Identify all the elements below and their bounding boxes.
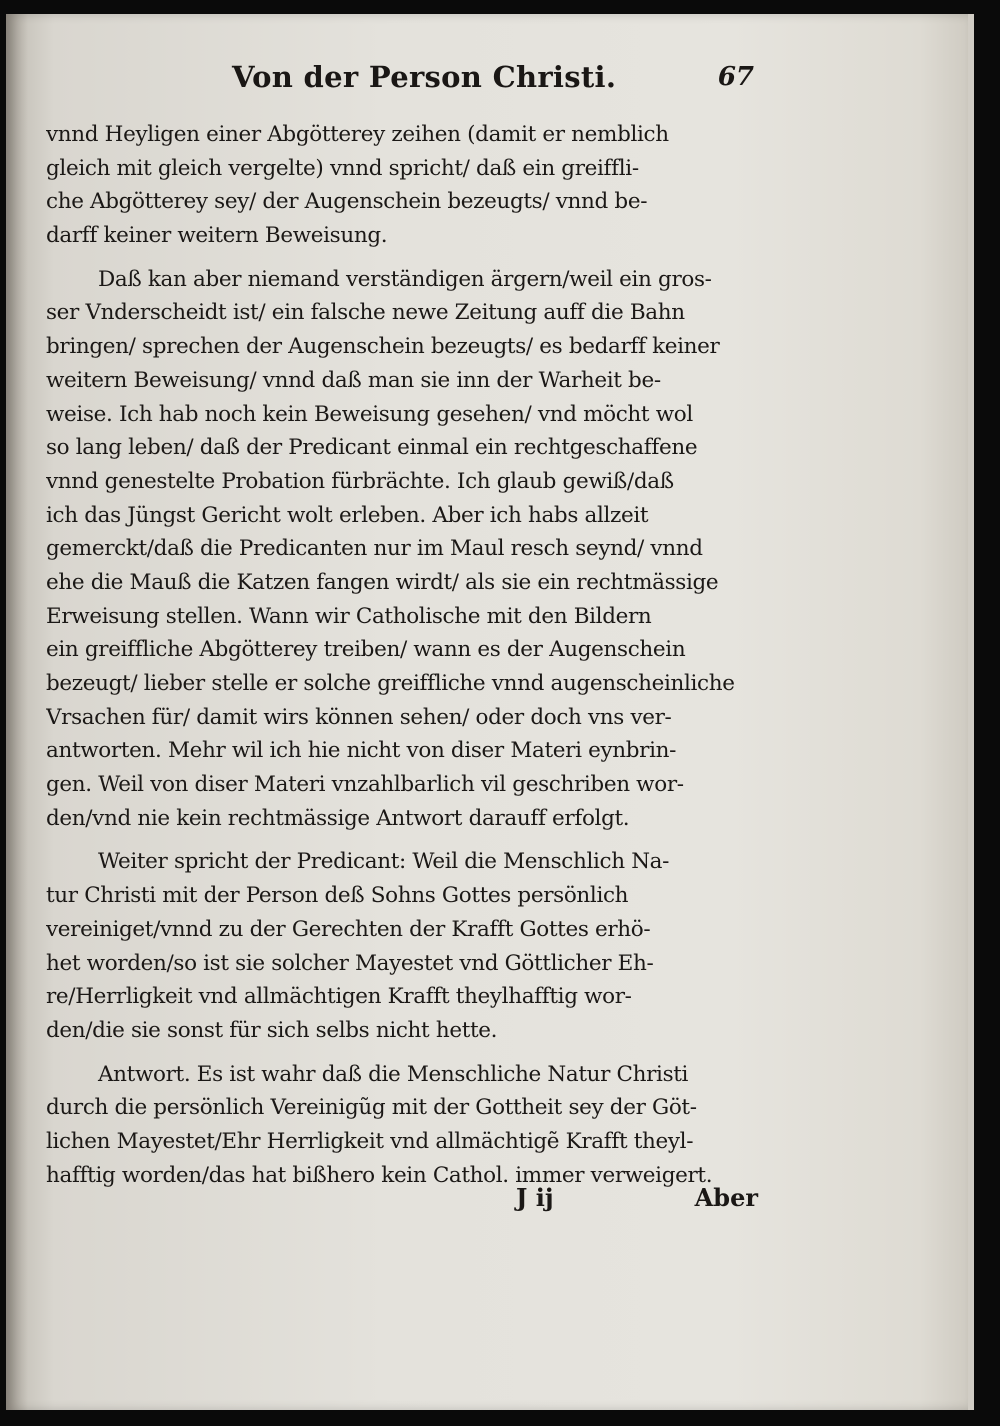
text-line: Weiter spricht der Predicant: Weil die Menschlich Na- xyxy=(98,849,670,875)
text-line: ein greiffliche Abgötterey treiben/ wann es der Augenschein xyxy=(46,637,686,663)
text-line: het worden/so ist sie solcher Mayestet vnd Göttlicher Eh- xyxy=(46,950,654,976)
running-head: Von der Person Christi. xyxy=(232,60,617,94)
signature-mark: J ij xyxy=(516,1183,554,1212)
text-line: ser Vnderscheidt ist/ ein falsche newe Zeitung auff die Bahn xyxy=(46,300,685,326)
page-edge xyxy=(968,14,974,1410)
text-line: ehe die Mauß die Katzen fangen wirdt/ als sie ein rechtmässige xyxy=(46,569,719,595)
text-line: den/vnd nie kein rechtmässige Antwort darauff erfolgt. xyxy=(46,805,630,831)
page-footer xyxy=(46,1183,758,1223)
text-line: bezeugt/ lieber stelle er solche greiffliche vnnd augenscheinliche xyxy=(46,671,735,696)
text-line: Erweisung stellen. Wann wir Catholische mit den Bildern xyxy=(46,603,652,629)
text-line: Daß kan aber niemand verständigen ärgern/weil ein gros- xyxy=(98,266,712,292)
text-line: ich das Jüngst Gericht wolt erleben. Aber ich habs allzeit xyxy=(46,502,649,528)
text-line: tur Christi mit der Person deß Sohns Gottes persönlich xyxy=(46,883,629,909)
body-text xyxy=(46,118,758,1192)
page-number: 67 xyxy=(717,62,754,92)
text-line: vnnd Heyligen einer Abgötterey zeihen (damit er nemblich xyxy=(46,122,669,147)
page-header xyxy=(44,60,754,110)
text-line: gemerckt/daß die Predicanten nur im Maul resch seynd/ vnnd xyxy=(46,536,703,562)
text-line: gleich mit gleich vergelte) vnnd spricht/ daß ein greiffli- xyxy=(46,155,639,181)
catchword: Aber xyxy=(694,1183,758,1212)
text-line: antworten. Mehr wil ich hie nicht von diser Materi eynbrin- xyxy=(46,738,677,764)
gutter-shadow xyxy=(6,14,28,1410)
text-line: vnnd genestelte Probation fürbrächte. Ich glaub gewiß/daß xyxy=(46,468,674,494)
text-line: so lang leben/ daß der Predicant einmal ein rechtgeschaffene xyxy=(46,435,698,461)
text-line: lichen Mayestet/Ehr Herrligkeit vnd allmächtigẽ Krafft theyl- xyxy=(46,1128,694,1154)
text-line: hafftig worden/das hat bißhero kein Cathol. immer verweigert. xyxy=(46,1162,713,1188)
text-line: re/Herrligkeit vnd allmächtigen Krafft theylhafftig wor- xyxy=(46,984,632,1010)
text-line: Antwort. Es ist wahr daß die Menschliche Natur Christi xyxy=(98,1061,689,1087)
text-line: den/die sie sonst für sich selbs nicht hette. xyxy=(46,1017,498,1043)
text-line: che Abgötterey sey/ der Augenschein bezeugts/ vnnd be- xyxy=(46,189,648,215)
paragraph-1 xyxy=(46,118,758,253)
text-line: darff keiner weitern Beweisung. xyxy=(46,223,388,249)
text-line: weitern Beweisung/ vnnd daß man sie inn der Warheit be- xyxy=(46,367,661,393)
text-line: durch die persönlich Vereinigũg mit der Gottheit sey der Göt- xyxy=(46,1095,697,1121)
text-line: gen. Weil von diser Materi vnzahlbarlich vil geschriben wor- xyxy=(46,772,684,798)
paragraph-4 xyxy=(46,1058,758,1193)
paragraph-3 xyxy=(46,845,758,1047)
text-line: bringen/ sprechen der Augenschein bezeugts/ es bedarff keiner xyxy=(46,334,720,360)
text-line: Vrsachen für/ damit wirs können sehen/ oder doch vns ver- xyxy=(46,704,672,730)
text-line: vereiniget/vnnd zu der Gerechten der Krafft Gottes erhö- xyxy=(46,916,651,942)
text-line: weise. Ich hab noch kein Beweisung gesehen/ vnd möcht wol xyxy=(46,401,693,427)
paragraph-2 xyxy=(46,263,758,836)
